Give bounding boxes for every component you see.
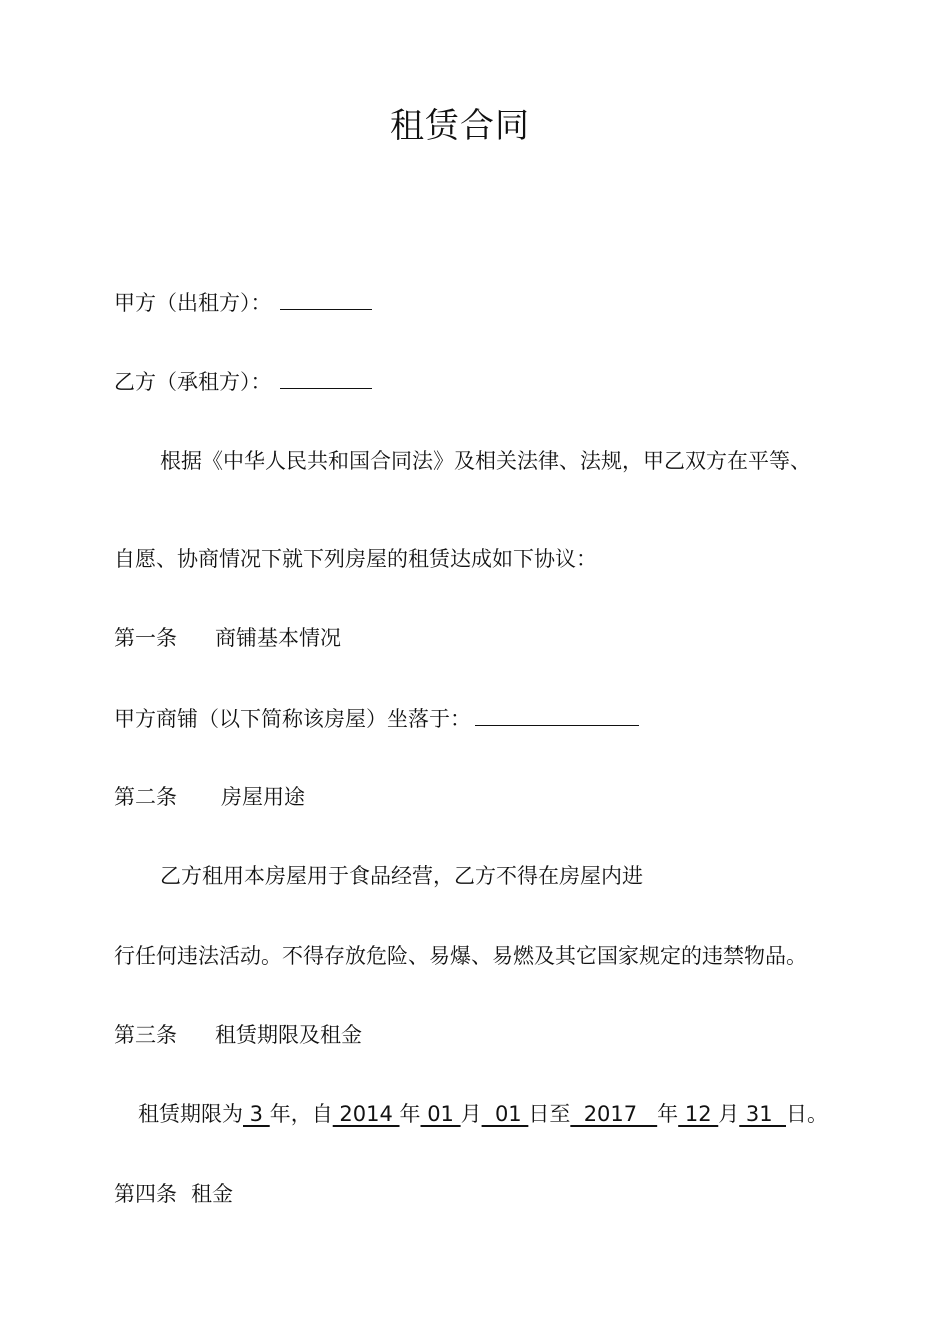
end-day-suffix: 日。 [786, 1102, 828, 1126]
article-1-number: 第一条 [114, 626, 177, 650]
party-a-label: 甲方（出租方）： [114, 291, 272, 315]
article-2-title: 房屋用途 [221, 785, 305, 809]
party-b-label: 乙方（承租方）： [114, 370, 272, 394]
end-month-suffix: 月 [718, 1102, 740, 1126]
start-month-suffix: 月 [460, 1102, 482, 1126]
article-1-title: 商铺基本情况 [215, 626, 341, 650]
lease-term-line [138, 1099, 828, 1129]
article-1-heading [114, 623, 341, 653]
preamble-line-2: 自愿、协商情况下就下列房屋的租赁达成如下协议： [114, 547, 597, 571]
article-2-text-line-2: 行任何违法活动。不得存放危险、易爆、易燃及其它国家规定的违禁物品。 [114, 944, 807, 968]
article-3-heading [114, 1020, 362, 1050]
start-month[interactable]: 01 [420, 1102, 461, 1126]
location-label: 甲方商铺（以下简称该房屋）坐落于： [114, 707, 471, 731]
start-day[interactable]: 01 [481, 1102, 529, 1126]
location-line [114, 703, 639, 734]
party-a-line [114, 287, 372, 318]
party-a-blank[interactable] [280, 287, 372, 310]
article-4-title: 租金 [191, 1182, 233, 1206]
preamble-line-1: 根据《中华人民共和国合同法》及相关法律、法规，甲乙双方在平等、 [160, 449, 811, 473]
article-4-number: 第四条 [114, 1182, 177, 1206]
article-4-heading [114, 1179, 233, 1209]
end-month[interactable]: 12 [678, 1102, 719, 1126]
article-2-text-line-1: 乙方租用本房屋用于食品经营，乙方不得在房屋内进 [160, 864, 643, 888]
document-title: 租赁合同 [390, 106, 530, 146]
start-year[interactable]: 2014 [332, 1102, 400, 1126]
article-2-number: 第二条 [114, 785, 177, 809]
party-b-blank[interactable] [280, 366, 372, 389]
start-year-suffix: 年 [399, 1102, 421, 1126]
end-year[interactable]: 2017 [570, 1102, 658, 1126]
party-b-line [114, 366, 372, 397]
article-3-number: 第三条 [114, 1023, 177, 1047]
start-day-suffix: 日至 [528, 1102, 571, 1126]
term-prefix: 租赁期限为 [138, 1102, 243, 1126]
end-day[interactable]: 31 [739, 1102, 786, 1126]
end-year-suffix: 年 [657, 1102, 679, 1126]
article-3-title: 租赁期限及租金 [215, 1023, 362, 1047]
term-years[interactable]: 3 [243, 1102, 270, 1126]
term-years-suffix: 年，自 [269, 1102, 333, 1126]
location-blank[interactable] [475, 703, 639, 726]
article-2-heading [114, 782, 305, 812]
